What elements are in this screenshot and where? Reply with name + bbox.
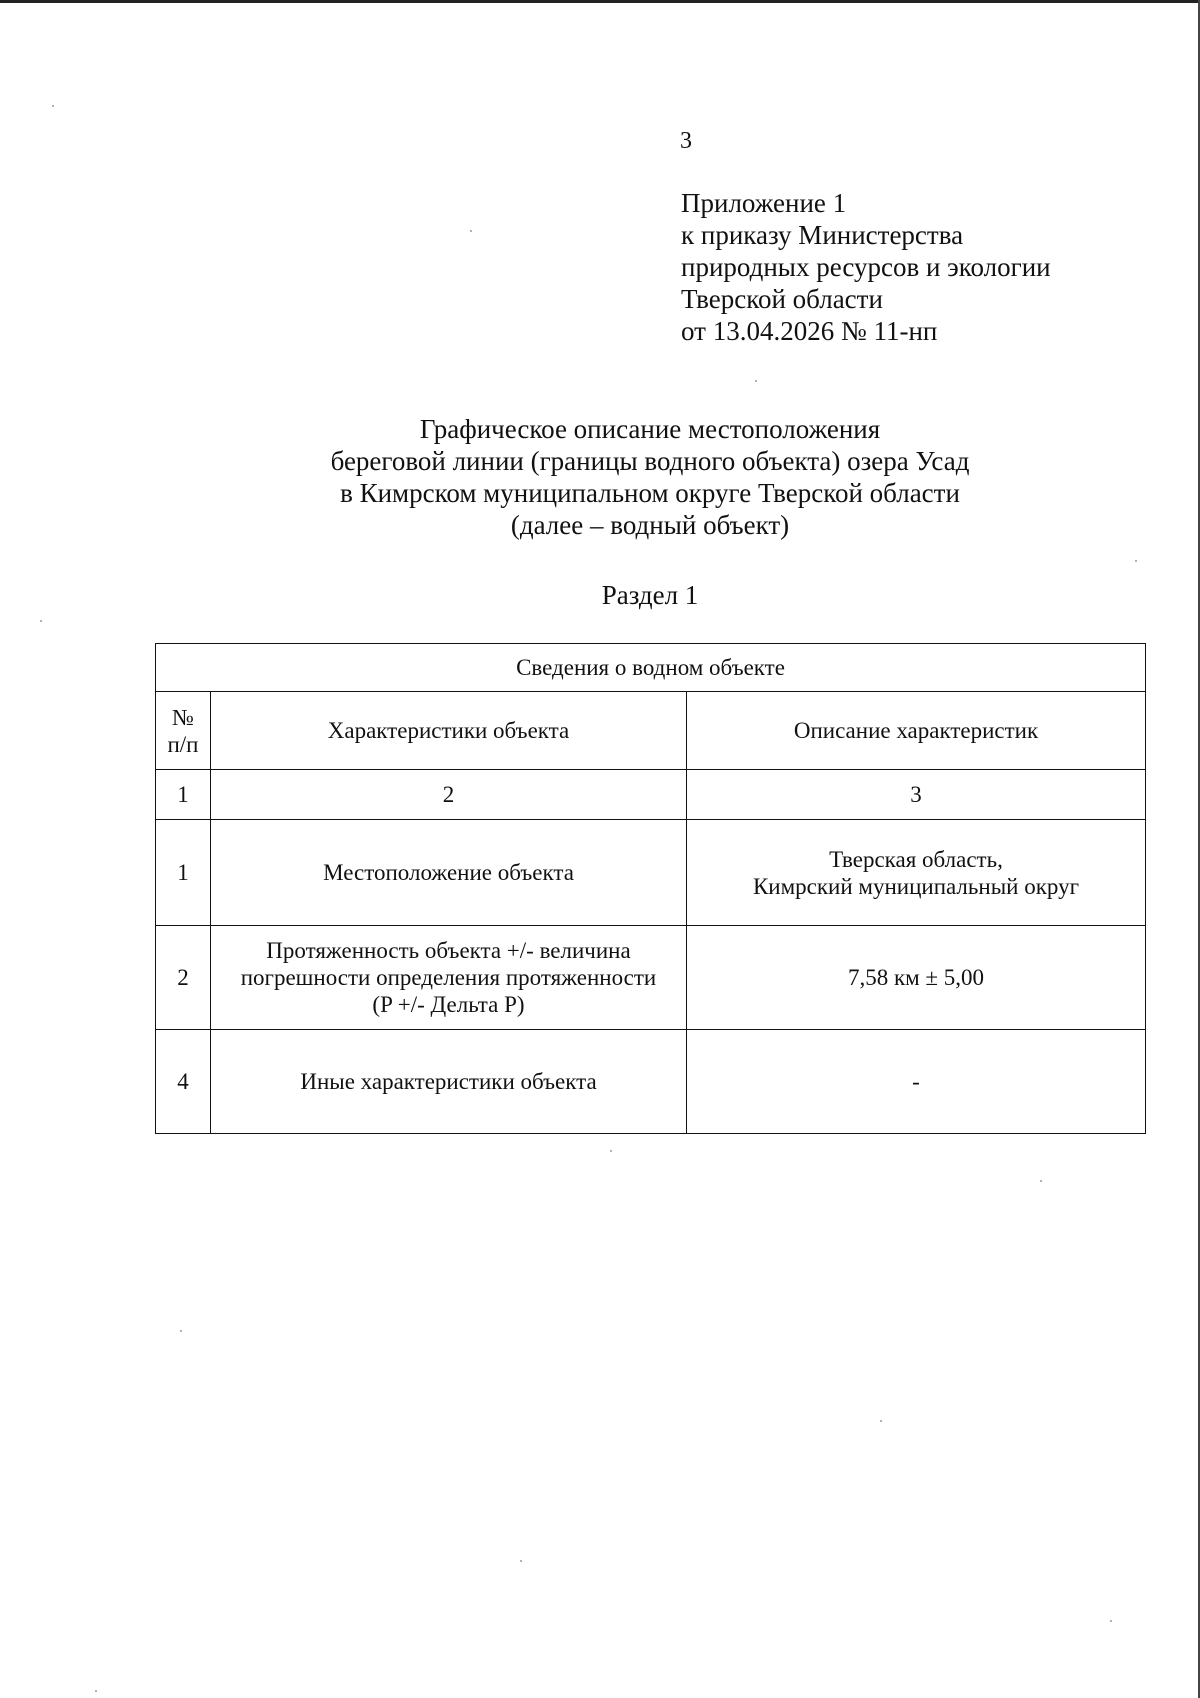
title-line: в Кимрском муниципальном округе Тверской области [340,478,960,508]
table-index-row [156,770,1146,820]
row-description [687,926,1146,1030]
row-description [687,1030,1146,1134]
appendix-line: к приказу Министерства [681,220,964,250]
row-characteristic [211,1030,687,1134]
appendix-line: Приложение 1 [681,188,847,218]
row-characteristic [211,820,687,926]
cell-line: Протяженность объекта +/- величина [266,938,631,963]
table-caption-row [156,644,1146,692]
document-title [0,413,1200,541]
water-object-table [155,643,1146,1134]
header-num-line2: п/п [167,731,199,757]
table-caption: Сведения о водном объекте [156,644,1146,692]
row-characteristic [211,926,687,1030]
section-label: Раздел 1 [601,580,699,610]
cell-line: Местоположение объекта [323,860,574,885]
header-num [156,692,211,770]
table-row [156,926,1146,1030]
cell-line: Тверская область, [829,846,1003,872]
cell-line: 7,58 км ± 5,00 [847,965,985,990]
cell-line: погрешности определения протяженности [240,965,657,990]
table-header-row [156,692,1146,770]
row-description [687,820,1146,926]
header-num-line1: № [172,704,194,730]
row-num: 2 [156,926,211,1030]
index-cell: 1 [156,770,211,820]
title-line: (далее – водный объект) [510,510,790,540]
index-cell: 3 [687,770,1146,820]
cell-line: (P +/- Дельта P) [372,992,525,1017]
page-number: 3 [680,128,692,154]
table-row [156,820,1146,926]
appendix-line: Тверской области [681,284,883,314]
title-line: Графическое описание местоположения [419,414,881,444]
row-num: 1 [156,820,211,926]
page-top-edge [0,0,1200,3]
index-cell: 2 [211,770,687,820]
cell-line: - [912,1069,920,1094]
cell-line: Кимрский муниципальный округ [752,873,1080,899]
row-num: 4 [156,1030,211,1134]
header-description: Описание характеристик [687,692,1146,770]
appendix-line: природных ресурсов и экологии [681,252,1051,282]
appendix-header [681,187,1051,347]
header-characteristic: Характеристики объекта [211,692,687,770]
appendix-line: от 13.04.2026 № 11-нп [681,316,938,346]
table-row [156,1030,1146,1134]
cell-line: Иные характеристики объекта [300,1069,597,1094]
title-line: береговой линии (границы водного объекта) озера Усад [330,446,970,476]
